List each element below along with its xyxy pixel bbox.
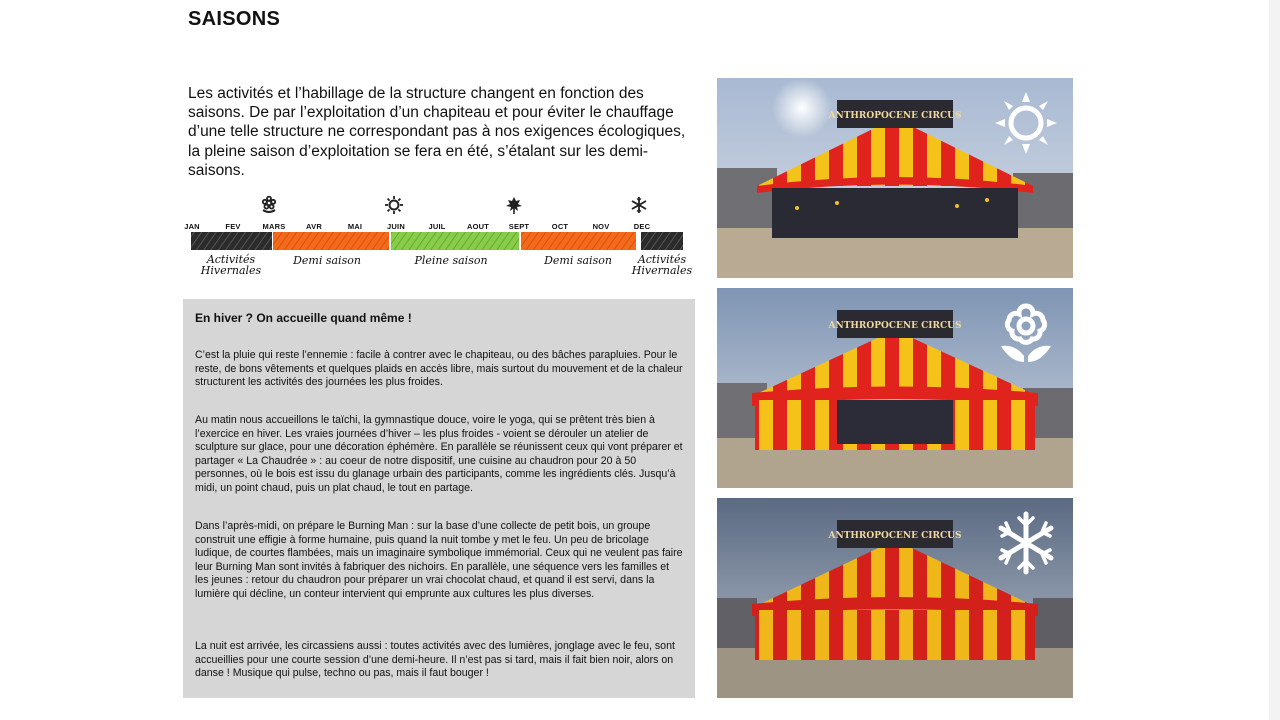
month-label: OCT [551, 222, 569, 231]
leaf-icon [504, 195, 524, 215]
month-label: JAN [184, 222, 200, 231]
month-label: AOUT [466, 222, 490, 231]
period-bar-half-autumn [521, 232, 636, 250]
period-label-half-spring: Demi saison [293, 254, 361, 267]
circus-sign: ANTHROPOCENE CIRCUS [828, 321, 962, 331]
month-label: SEPT [508, 222, 530, 231]
month-label: DEC [633, 222, 651, 231]
circus-photo-spring [717, 288, 1073, 488]
winter-heading: En hiver ? On accueille quand même ! [195, 311, 412, 325]
flower-icon [259, 195, 279, 215]
month-label: AVR [306, 222, 322, 231]
circus-sign: ANTHROPOCENE CIRCUS [828, 111, 962, 121]
winter-paragraph: Dans l’après-midi, on prépare le Burning Man : sur la base d’une collecte de petit bois, un groupe construit une effigie à forme humaine, puis quand la nuit tombe y met le feu. Un peu de bricolage ludique, de courtes flambées, mais un imaginaire symbolique immémorial. Ceux qui ne veulent pas faire leur Burning Man sont invités à fabriquer des nichoirs. En parallèle, une séquence vers les familles et les jeunes : retour du chaudron pour préparer un vrai chocolat chaud, et quand il est servi, dans la lumière qui décline, un conteur intervient qui emprunte aux cultures les plus diverses. [195, 520, 683, 600]
period-bar-winter-end [641, 232, 683, 250]
period-bar-summer [391, 232, 519, 250]
snowflake-icon [993, 510, 1059, 576]
season-timeline [183, 195, 695, 285]
month-label: JUIL [428, 222, 446, 231]
winter-paragraph: Au matin nous accueillons le taïchi, la gymnastique douce, voire le yoga, qui se prêtent très bien à l’exercice en hiver. Les vraies journées d’hiver – les plus froides - voient se dérouler un atelier de sculpture sur glace, pour une décoration éphémère. En parallèle se réunissent ceux qui vont préparer et partager « La Chaudrée » : au coeur de notre dispositif, une cuisine au chaudron pour 20 à 50 personnes, où le bois est issu du glanage urbain des participants, comme les ingrédients clés. Jusqu’à midi, un point chaud, puis un plat chaud, le tout en partage. [195, 414, 683, 494]
sun-icon [993, 90, 1059, 156]
period-label-winter-start: Activités Hivernales [200, 253, 262, 277]
month-label: MAI [347, 222, 363, 231]
period-label-summer: Pleine saison [414, 254, 488, 267]
period-label-winter-end: Activités Hivernales [631, 253, 693, 277]
circus-photo-summer [717, 78, 1073, 278]
month-label: NOV [592, 222, 610, 231]
intro-text: Les activités et l’habillage de la structure changent en fonction des saisons. De par l’exploitation d’un chapiteau et pour éviter le chauffage d’une telle structure ne correspondant pas à nos exigences écologiques, la pleine saison d’exploitation se fera en été, s’étalant sur les demi-saisons. [188, 85, 686, 179]
period-label-half-autumn: Demi saison [544, 254, 612, 267]
winter-paragraph: C’est la pluie qui reste l’ennemie : facile à contrer avec le chapiteau, ou des bâches parapluies. Pour le reste, de bons vêtements et quelques plaids en accès libre, mais surtout du mouvement et de la chaleur structurent les activités des journées les plus froides. [195, 349, 683, 389]
winter-paragraph: La nuit est arrivée, les circassiens aussi : toutes activités avec des lumières, jonglage avec le feu, sont accueillies pour une courte session d’une demi-heure. Il n’est pas si tard, mais il fait bien noir, alors on danse ! Musique qui pulse, techno ou pas, mais il faut bouger ! [195, 640, 675, 680]
month-label: FEV [225, 222, 241, 231]
snowflake-icon [629, 195, 649, 215]
month-label: MARS [262, 222, 286, 231]
period-bar-winter-start [191, 232, 272, 250]
sun-icon [384, 195, 404, 215]
month-label: JUIN [387, 222, 405, 231]
page-edge [1269, 0, 1280, 720]
circus-photo-winter [717, 498, 1073, 698]
period-bar-half-spring [273, 232, 389, 250]
circus-sign: ANTHROPOCENE CIRCUS [828, 531, 962, 541]
winter-activities-panel [183, 299, 695, 698]
page-title: SAISONS [188, 8, 281, 30]
flower-icon [993, 300, 1059, 366]
